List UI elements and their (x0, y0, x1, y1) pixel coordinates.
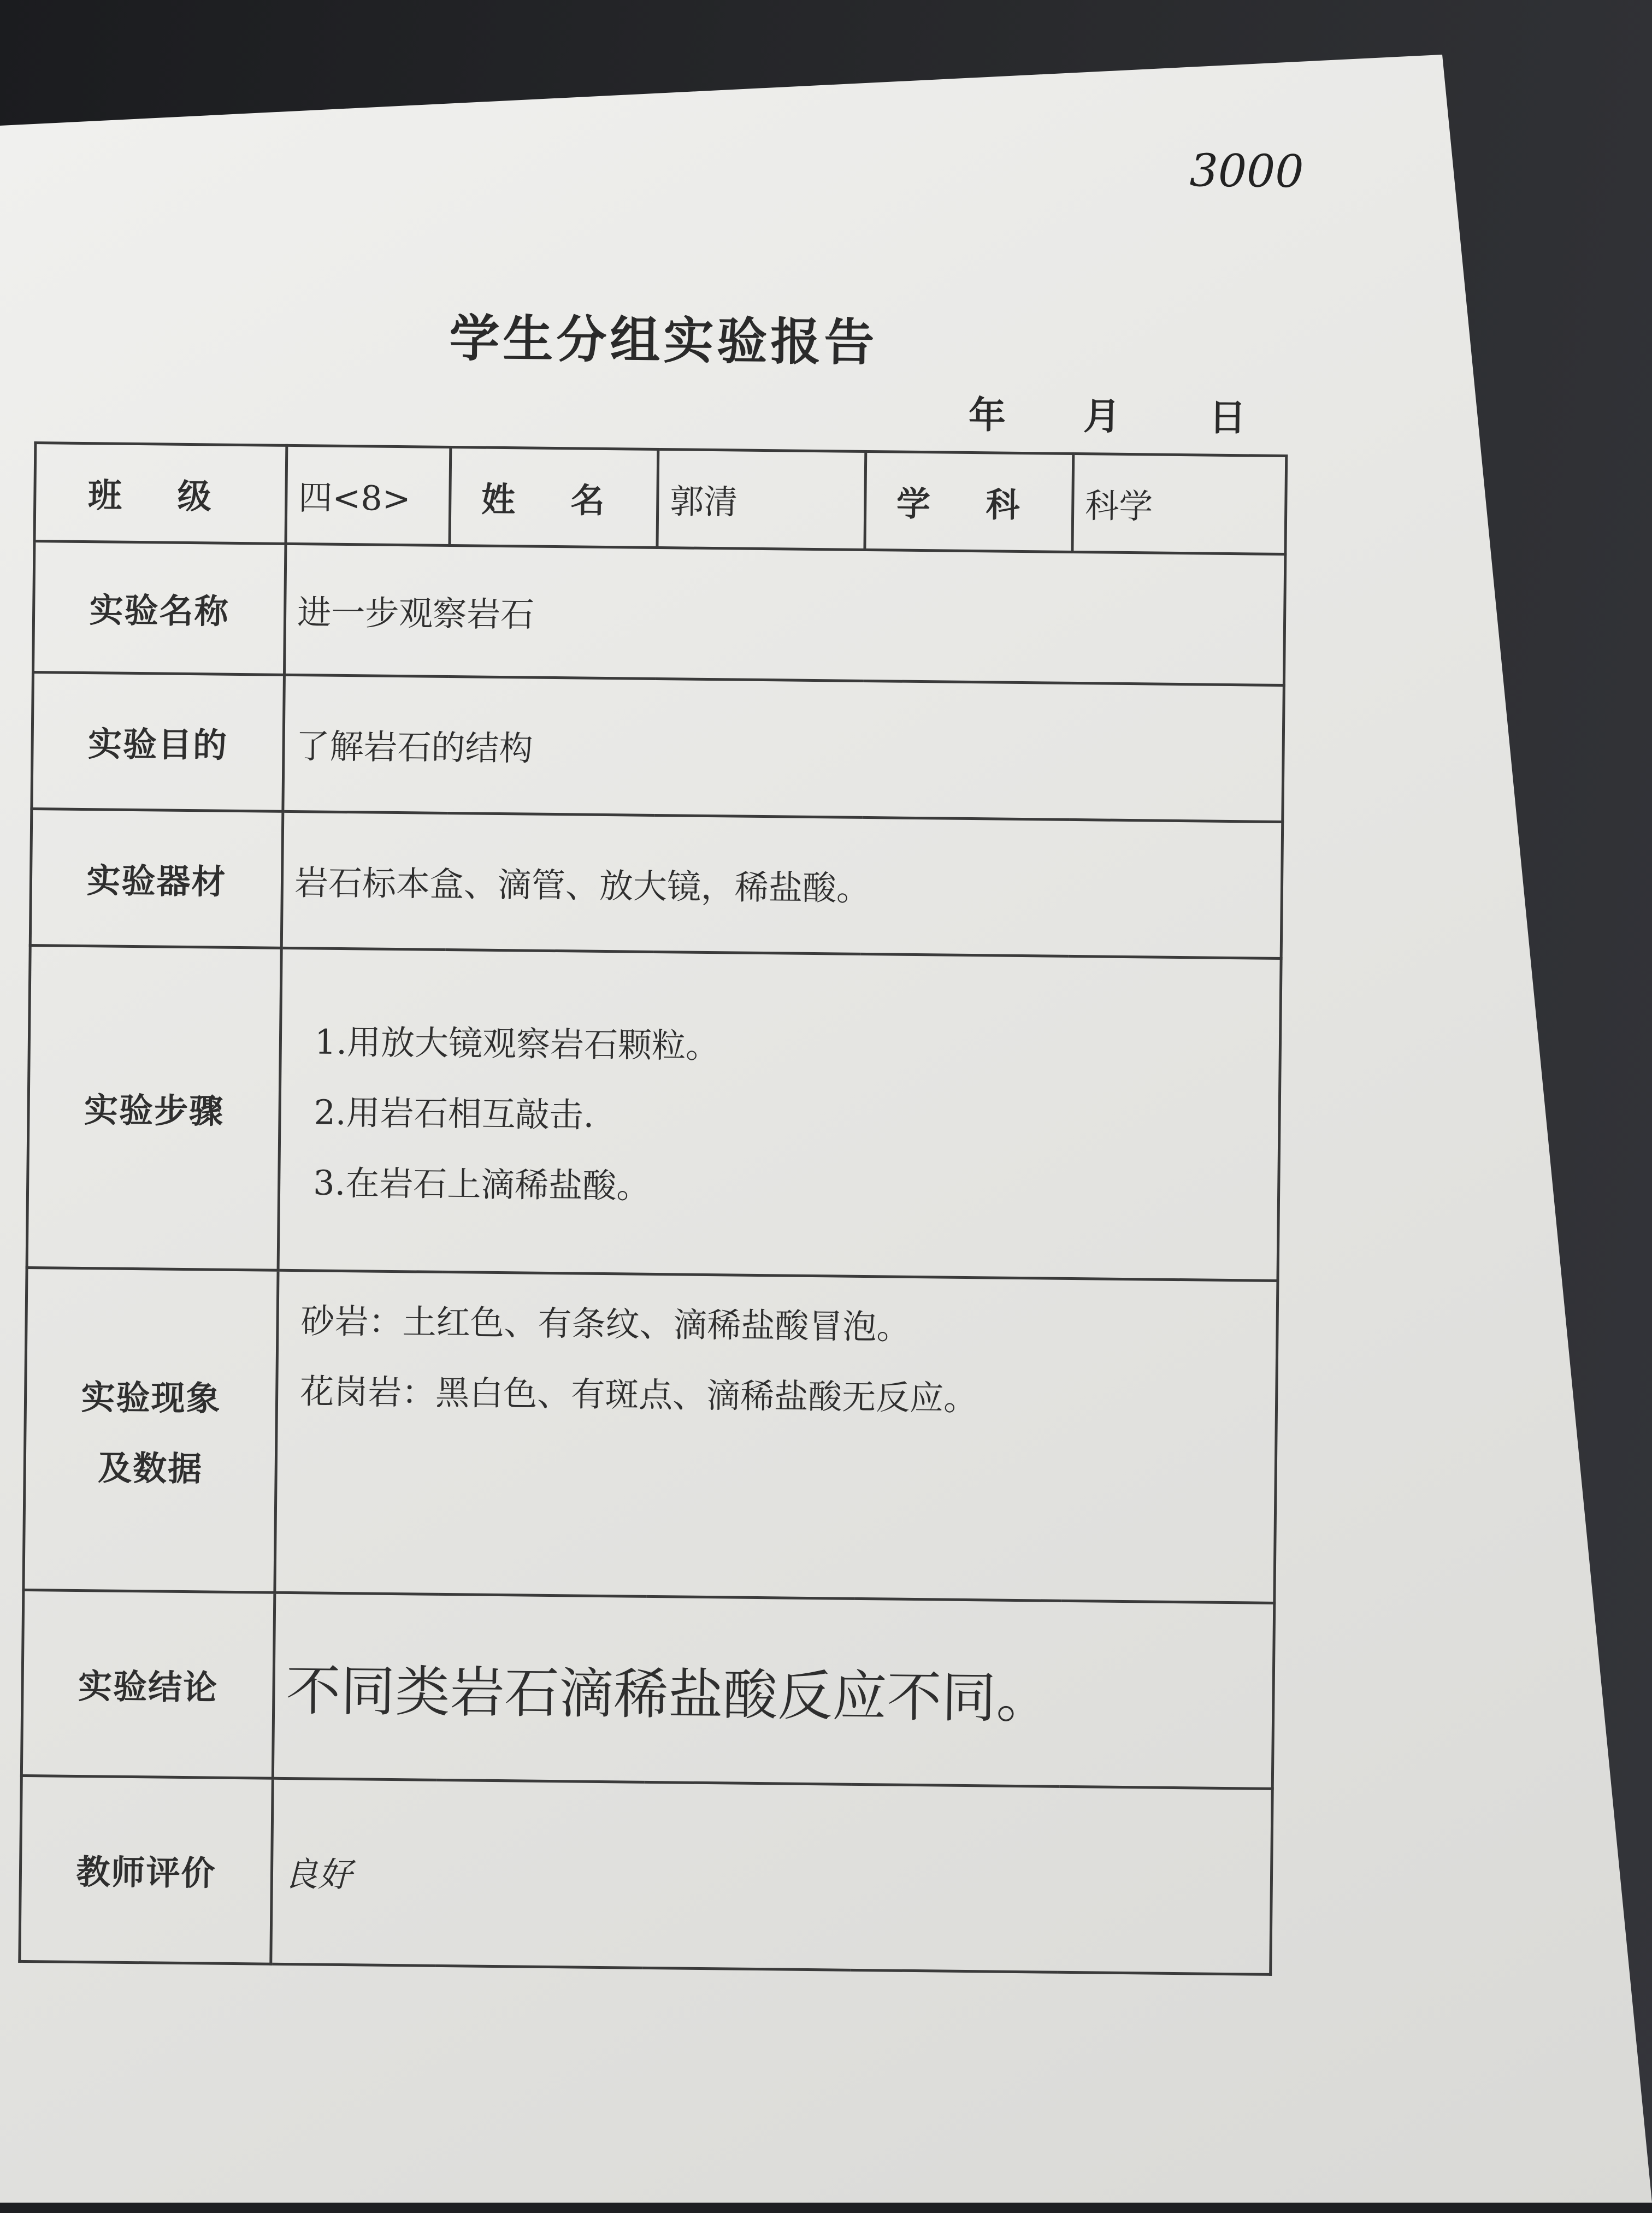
phenomena-line-2: 花岗岩：黑白色、有斑点、滴稀盐酸无反应。 (299, 1371, 978, 1419)
experiment-phenomena-list (275, 1270, 1278, 1603)
date-month-label: 月 (1083, 395, 1121, 439)
date-year-label: 年 (968, 393, 1006, 438)
experiment-purpose-label: 实验目的 (32, 672, 285, 812)
phenomena-label-line2: 及数据 (97, 1447, 203, 1489)
report-table (18, 441, 1288, 1976)
step-item-3: 3.在岩石上滴稀盐酸。 (312, 1162, 651, 1206)
teacher-evaluation-value: 良好 (271, 1778, 1272, 1974)
phenomena-label-line1: 实验现象 (81, 1377, 221, 1419)
row-experiment-equipment (30, 809, 1282, 959)
class-label: 班 级 (34, 443, 287, 544)
page-title: 学生分组实验报告 (449, 309, 878, 373)
experiment-purpose-value: 了解岩石的结构 (283, 675, 1284, 822)
subject-value: 科学 (1072, 453, 1287, 554)
class-value: 四<8> (286, 445, 451, 545)
name-value: 郭清 (657, 449, 866, 550)
experiment-conclusion-label: 实验结论 (21, 1590, 275, 1778)
name-label: 姓 名 (450, 447, 658, 548)
experiment-equipment-value: 岩石标本盒、滴管、放大镜，稀盐酸。 (281, 811, 1283, 958)
phenomena-line-1: 砂岩：土红色、有条纹、滴稀盐酸冒泡。 (300, 1301, 911, 1347)
experiment-equipment-label: 实验器材 (30, 809, 283, 948)
experiment-phenomena-label (23, 1267, 278, 1592)
experiment-steps-list (278, 948, 1281, 1280)
experiment-steps-label: 实验步骤 (27, 945, 281, 1270)
row-experiment-steps (27, 945, 1281, 1280)
experiment-name-value: 进一步观察岩石 (284, 544, 1285, 685)
teacher-evaluation-label: 教师评价 (20, 1775, 273, 1964)
corner-note: 3000 (1189, 145, 1304, 198)
experiment-conclusion-value: 不同类岩石滴稀盐酸反应不同。 (273, 1592, 1274, 1789)
date-day-label: 日 (1208, 396, 1247, 440)
header-row (34, 443, 1287, 554)
row-experiment-name (33, 541, 1285, 686)
row-experiment-conclusion (21, 1590, 1274, 1789)
row-experiment-purpose (32, 672, 1284, 822)
row-experiment-phenomena (23, 1267, 1278, 1603)
step-item-1: 1.用放大镜观察岩石颗粒。 (314, 1022, 720, 1066)
subject-label: 学 科 (865, 451, 1073, 552)
row-teacher-evaluation (20, 1775, 1272, 1974)
experiment-name-label: 实验名称 (33, 541, 285, 675)
step-item-2: 2.用岩石相互敲击. (314, 1092, 594, 1135)
